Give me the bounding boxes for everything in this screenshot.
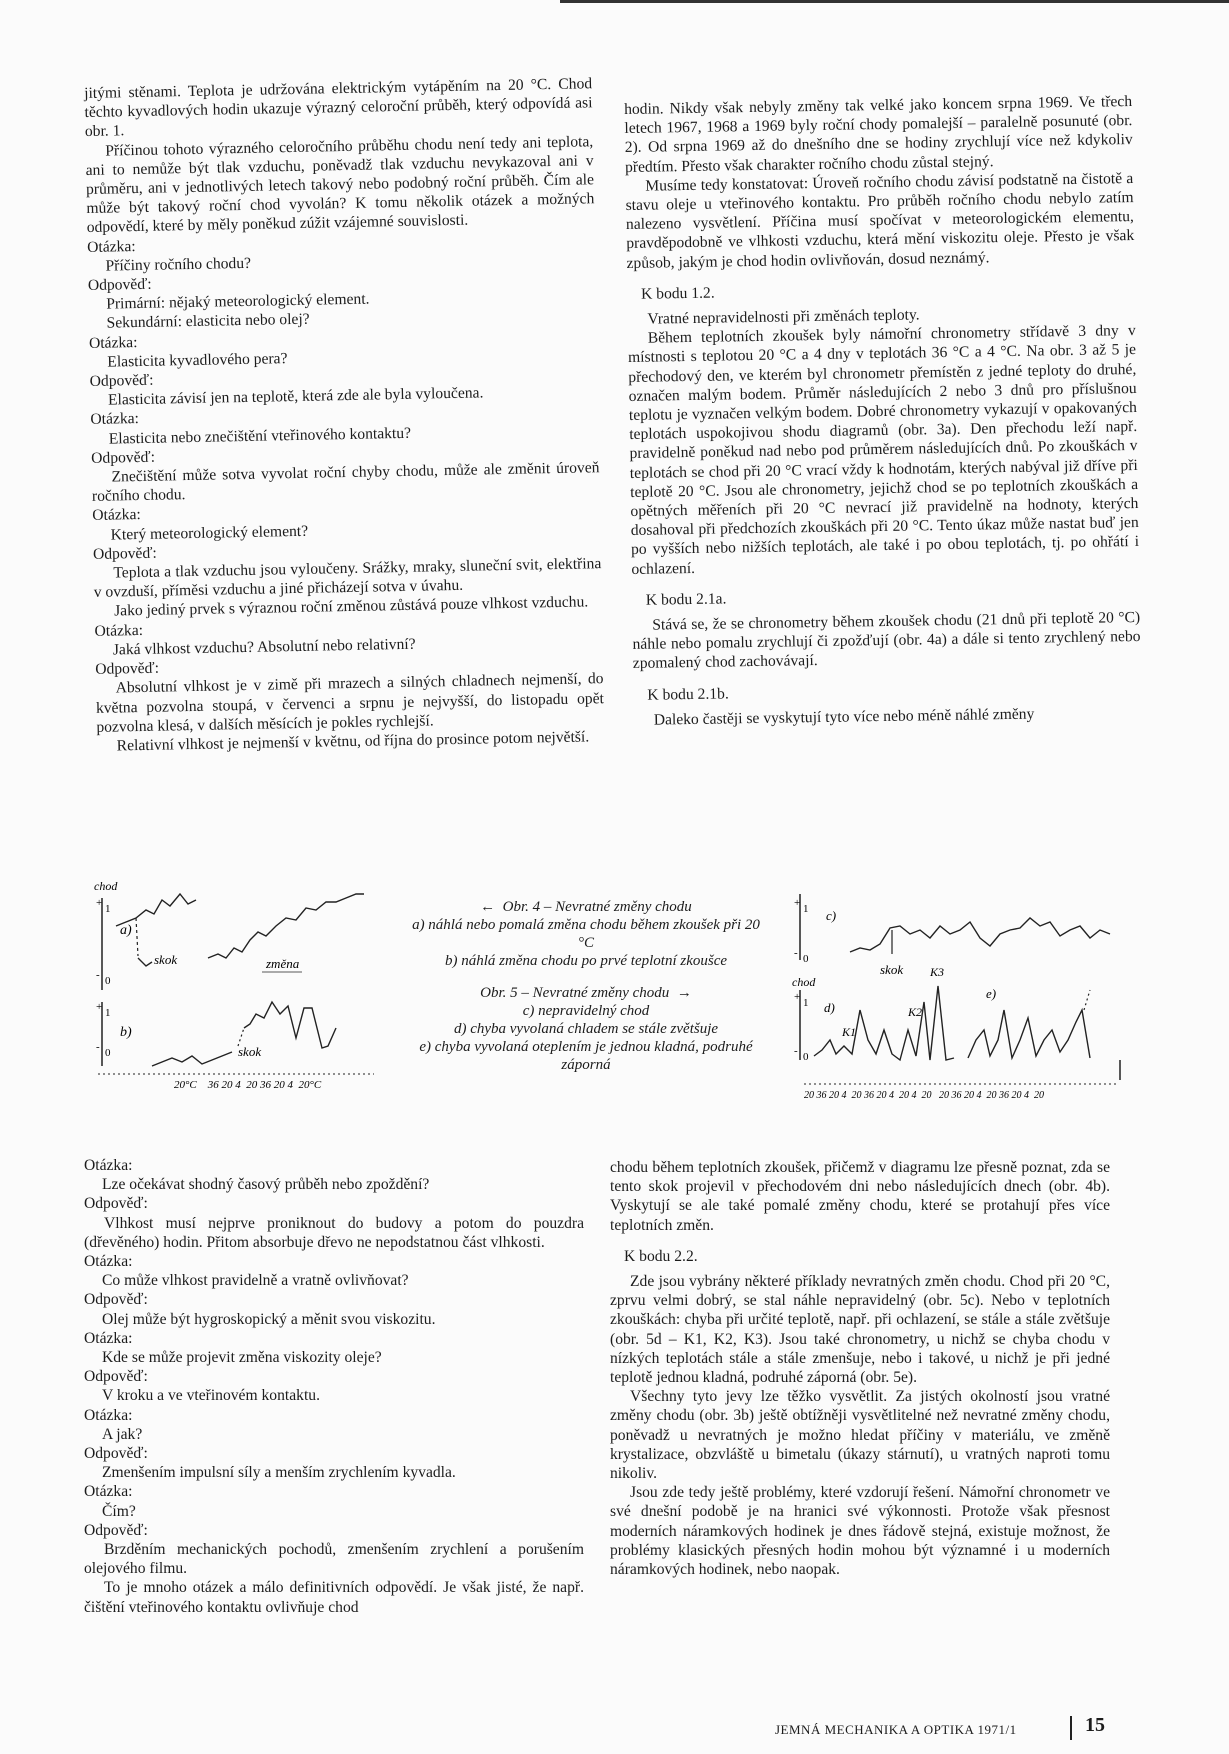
caption-fig4-title	[410, 898, 762, 916]
fig5-label-skok: skok	[880, 962, 904, 977]
fig4-panel-b: b)	[120, 1025, 132, 1040]
paragraph: Čím?	[102, 1502, 136, 1520]
fig4-panel-a: a)	[120, 923, 132, 938]
paragraph: Daleko častěji se vyskytují tyto více nebo méně náhlé změny	[653, 705, 1035, 729]
question-label: Odpověď:	[91, 448, 156, 467]
paragraph: Znečištění může sotva vyvolat roční chyby chodu, může ale změnit úroveň ročního chodu.	[91, 459, 600, 506]
fig4-tick-0: 0	[105, 975, 111, 987]
question-label: Otázka:	[84, 1329, 133, 1347]
fig5-curve-d	[814, 986, 954, 1060]
question-label: Odpověď:	[95, 659, 160, 678]
fig5-k2: K2	[908, 1005, 923, 1019]
caption-fig5-d: d) chyba vyvolaná chladem se stále zvětšuje	[453, 1021, 719, 1037]
question-label: Otázka:	[92, 506, 141, 525]
fig4-curve-a3	[208, 894, 364, 958]
paragraph: Jsou zde tedy ještě problémy, které vzdorují řešení. Námořní chronometr ve své dnešní podobě je na hranici své výkonnosti. Protože však přesnost moderních náramkových hodinek je dnes řádově stejná, existuje možnost, že problémy klasických přesných hodin mohou být významné i u moderních náramkových hodinek, nebo naopak.	[610, 1484, 1110, 1579]
fig4-label-skok-b: skok	[238, 1044, 262, 1059]
question-label: Odpověď:	[84, 1445, 148, 1463]
section-heading: K bodu 1.2.	[640, 284, 715, 303]
fig4-tick-plus-b: +	[96, 1001, 103, 1013]
paragraph: Elasticita kyvadlového pera?	[107, 349, 288, 371]
fig4-jump-a	[136, 918, 138, 956]
paragraph: Vlhkost musí nejprve proniknout do budovy a potom do pouzdra (dřevěného) hodin. Přitom absorbuje dřevo ne nepodstatnou část vlhkosti.	[84, 1214, 584, 1251]
paragraph: Kde se může projevit změna viskozity oleje?	[102, 1349, 382, 1367]
fig5-x-labels: 20 36 20 4 20 36 20 4 20 4 20 20 36 20 4 20 36 20 4 20	[804, 1090, 1044, 1101]
column-top-right	[624, 92, 1142, 730]
caption-fig4-b: b) náhlá změna chodu po prvé teplotní zkoušce	[444, 953, 728, 969]
fig4-tick-1: 1	[105, 903, 111, 915]
paragraph: Příčinou tohoto výrazného celoročního průběhu chodu není tedy ani teplota, ani to nemůže být tlak vzduchu, poněvadž tlak vzduchu nevykazoval ani v průměru, ani v jednotlivých letech takový nebo podobný roční průběh. Čím ale může být takový roční chod vyvolán? K tomu několik otázek a možných odpovědí, které by měly poněkud zúžit vzájemné souvislosti.	[85, 132, 595, 237]
fig5-panel-d: d)	[824, 1000, 835, 1015]
paragraph: Relativní vlhkost je nejmenší v květnu, od října do prosince potom největší.	[116, 728, 590, 755]
paragraph: Jako jediný prvek s výraznou roční změnou zůstává pouze vlhkost vzduchu.	[113, 593, 589, 621]
paragraph: hodin. Nikdy však nebyly změny tak velké jako koncem srpna 1969. Ve třech letech 1967, 1968 a 1969 byly roční chody pomalejší – paralelně posunuté (obr. 2). Od srpna 1969 až do dnešního dne se hodiny zrychlují více než kdykoliv předtím. Přesto však charakter ročního chodu zůstal stejný.	[624, 93, 1133, 176]
caption-arrow-left: ←	[480, 899, 496, 915]
fig5-panel-c: c)	[826, 908, 837, 923]
fig4-label-skok: skok	[154, 952, 178, 967]
journal-footer: JEMNÁ MECHANIKA A OPTIKA 1971/1	[775, 1722, 1017, 1737]
fig5-tick-minus-d: -	[794, 1045, 798, 1057]
paragraph: Stává se, že se chronometry během zkoušek chodu (21 dnů při teplotě 20 °C) náhle nebo pomalu zrychlují či zpožďují (obr. 4a) a dále si tento zrychlený nebo zpomalený chod zachovávají.	[632, 609, 1141, 673]
page-number: 15	[1085, 1714, 1105, 1736]
section-heading: K bodu 2.1b.	[647, 685, 729, 704]
fig5-tick-plus-d: +	[794, 991, 801, 1003]
question-label: Odpověď:	[84, 1368, 148, 1386]
fig5-ylabel: chod	[792, 975, 816, 989]
paragraph: Jaká vlhkost vzduchu? Absolutní nebo relativní?	[112, 635, 416, 659]
figure-5-diagram	[790, 890, 1142, 1112]
caption-fig5-title	[410, 984, 762, 1002]
paragraph: Sekundární: elasticita nebo olej?	[106, 311, 310, 333]
paragraph: Co může vlhkost pravidelně a vratně ovlivňovat?	[102, 1272, 409, 1290]
fig4-tick-plus: +	[96, 897, 103, 909]
question-label: Otázka:	[88, 333, 138, 352]
caption-fig5-title-text: Obr. 5 – Nevratné změny chodu	[480, 985, 670, 1001]
section-heading: K bodu 2.2.	[624, 1247, 698, 1265]
fig4-curve-b1	[152, 1052, 232, 1066]
paragraph: Vratné nepravidelnosti při změnách teploty.	[647, 306, 920, 328]
caption-fig5-c: c) nepravidelný chod	[522, 1003, 650, 1019]
caption-fig4-title-text: Obr. 4 – Nevratné změny chodu	[502, 899, 692, 915]
figure-4-diagram	[92, 878, 412, 1100]
footer-divider	[1070, 1716, 1072, 1740]
fig5-tick-1-d: 1	[803, 997, 809, 1009]
paragraph: Všechny tyto jevy lze těžko vysvětlit. Za jistých okolností jsou vratné změny chodu (obr. 3b) ještě obtížněji vysvětlitelné než nevratné změny chodu, poněvadž u nevratných je možno hledat příčiny v materiálu, ve změně krystalizace, obzvláště u bimetalu (úkazy stárnutí), u vratných naproti tomu nikoliv.	[610, 1388, 1110, 1483]
section-heading: K bodu 2.1a.	[645, 590, 727, 609]
fig4-tick-minus-b: -	[96, 1041, 100, 1053]
paragraph: Zde jsou vybrány některé příklady nevratných změn chodu. Chod při 20 °C, zprvu velmi dobrý, se stal náhle nepravidelný (obr. 5c). Nebo v teplotních zkouškách: chyba při určité teplotě, např. při ochlazení, se stále a stále zvětšuje (obr. 5d – K1, K2, K3). Jsou také chronometry, u nichž se chyba chodu v nízkých teplotách stále a stále zmenšuje, nebo i takové, u nichž je při jedné teplotě jednou kladná, podruhé záporná (obr. 5e).	[610, 1273, 1110, 1387]
paragraph: Během teplotních zkoušek byly námořní chronometry střídavě 3 dny v místnosti s teplotou 20 °C a 4 dny v teplotách 36 °C a 4 °C. Na obr. 3 až 5 je přechodový den, ve kterém byl chronometr přemístěn z jedné teploty do druhé, označen malým bodem. Průměr následujících 2 nebo 3 dnů pro příslušnou teplotu je vyznačen velkým bodem. Dobré chronometry vykazují v opakovaných teplotách uspokojivou shodu diagramů (obr. 3a). Den přechodu leží např. pravidelně poněkud nad nebo pod průměrem následujících dnů. Po zkouškách v teplotách se chod při 20 °C vrací vždy k hodnotám, kterých nabýval již dříve při teplotě 20 °C. Jsou ale chronometry, jejichž chod se po teplotních zkouškách a opětných měřeních při 20 °C nevrací již pravidelně na hodnoty, kterých dosahoval při předchozích zkouškách při 20 °C. Tento úkaz může nastat buď jen po vyšších nebo nižších teplotách, ale také i po obou teplotách, tj. po ohřátí i ochlazení.	[627, 322, 1140, 578]
caption-fig5-e: e) chyba vyvolaná oteplením je jednou kladná, podruhé záporná	[419, 1039, 753, 1073]
paragraph: chodu během teplotních zkoušek, přičemž v diagramu lze přesně poznat, zda se tento skok projevil v přechodovém dni nebo následujících dnech (obr. 4b). Vyskytují se ale také pomalé změny chodu, které se protahují přes více teplotních změn.	[610, 1159, 1110, 1234]
paragraph: V kroku a ve vteřinovém kontaktu.	[102, 1387, 320, 1405]
paragraph: Elasticita závisí jen na teplotě, která zde ale byla vyloučena.	[107, 384, 484, 409]
paragraph: Olej může být hygroskopický a měnit svou viskozitu.	[102, 1310, 436, 1328]
question-label: Otázka:	[86, 237, 136, 256]
fig4-ylabel: chod	[94, 879, 118, 893]
fig4-curve-a1	[116, 894, 196, 926]
question-label: Odpověď:	[87, 275, 152, 294]
fig4-tick-0-b: 0	[105, 1047, 111, 1059]
fig5-tick-1: 1	[803, 903, 809, 915]
question-label: Otázka:	[84, 1253, 133, 1271]
paragraph: Příčiny ročního chodu?	[105, 254, 252, 275]
fig5-curve-e	[968, 1010, 1090, 1058]
paragraph: Elasticita nebo znečištění vteřinového kontaktu?	[108, 424, 412, 448]
fig4-label-zmena: změna	[266, 956, 300, 971]
question-label: Otázka:	[84, 1157, 133, 1174]
top-rule	[560, 0, 1229, 3]
paragraph: jitými stěnami. Teplota je udržována elektrickým vytápěním na 20 °C. Chod těchto kyvadlových hodin ukazuje výrazný celoroční průběh, který odpovídá asi obr. 1.	[84, 75, 593, 141]
fig5-panel-e: e)	[986, 986, 997, 1001]
question-label: Odpověď:	[84, 1521, 148, 1539]
fig4-x-labels: 20°C 36 20 4 20 36 20 4 20°C	[174, 1079, 322, 1091]
paragraph: Musíme tedy konstatovat: Úroveň ročního chodu závisí podstatně na čistotě a stavu oleje u vteřinového kontaktu. Pro průběh ročního chodu nebylo zatím nalezeno vysvětlení. Příčina musí spočívat v meteorologickém elementu, pravděpodobně ve vlhkosti vzduchu, která mění viskozitu oleje. Přesto je však způsob, jakým je chod hodin ovlivňován, dosud neznámý.	[625, 169, 1135, 272]
column-top-left	[84, 74, 605, 756]
paragraph: Lze očekávat shodný časový průběh nebo zpoždění?	[102, 1176, 430, 1194]
question-label: Otázka:	[84, 1483, 133, 1501]
paragraph: Absolutní vlhkost je v zimě při mrazech a silných chladnech nejmenší, do května pozvolna stoupá, v červenci a srpnu je nejvyšší, do listopadu opět pozvolna klesá, v dalších měsících je pokles rychlejší.	[95, 670, 605, 736]
question-label: Otázka:	[94, 621, 144, 640]
question-label: Odpověď:	[84, 1291, 148, 1309]
question-label: Odpověď:	[89, 371, 154, 390]
fig5-tick-0: 0	[803, 953, 809, 965]
paragraph: A jak?	[102, 1425, 143, 1443]
paragraph: Zmenšením impulsní síly a menším zrychlením kyvadla.	[102, 1464, 456, 1482]
caption-arrow-right: →	[676, 985, 692, 1001]
paragraph: Teplota a tlak vzduchu jsou vyloučeny. Srážky, mraky, sluneční svit, elektřina v ovzduší, příměsi vzduchu a jiné přicházejí sotva v úvahu.	[93, 555, 602, 602]
paragraph: To je mnoho otázek a málo definitivních odpovědí. Je však jisté, že např. čištění vteřinového kontaktu ovlivňuje chod	[84, 1579, 584, 1616]
fig5-k1: K1	[842, 1025, 857, 1039]
fig4-tick-minus: -	[96, 969, 100, 981]
column-bottom-right	[610, 1158, 1110, 1579]
fig5-tick-plus: +	[794, 897, 801, 909]
question-label: Odpověď:	[84, 1195, 148, 1213]
paragraph: Brzděním mechanických pochodů, zmenšením zrychlení a porušením olejového filmu.	[84, 1541, 584, 1578]
question-label: Otázka:	[84, 1406, 133, 1424]
caption-fig4-a: a) náhlá nebo pomalá změna chodu během zkoušek při 20 °C	[412, 917, 760, 951]
question-label: Odpověď:	[92, 544, 157, 563]
fig5-curve-c	[850, 918, 1110, 952]
fig5-k3: K3	[930, 965, 945, 979]
paragraph: Který meteorologický element?	[110, 522, 309, 544]
fig5-tick-0-d: 0	[803, 1051, 809, 1063]
fig4-tick-1-b: 1	[105, 1007, 111, 1019]
question-label: Otázka:	[90, 410, 140, 429]
paragraph: Primární: nějaký meteorologický element.	[106, 290, 370, 313]
fig4-curve-b2	[244, 1002, 336, 1048]
column-bottom-left	[84, 1156, 584, 1617]
fig5-tick-minus: -	[794, 947, 798, 959]
fig5-jump-e	[1084, 990, 1090, 1010]
fig4-curve-a2	[138, 958, 152, 966]
figure-caption	[410, 898, 762, 1074]
